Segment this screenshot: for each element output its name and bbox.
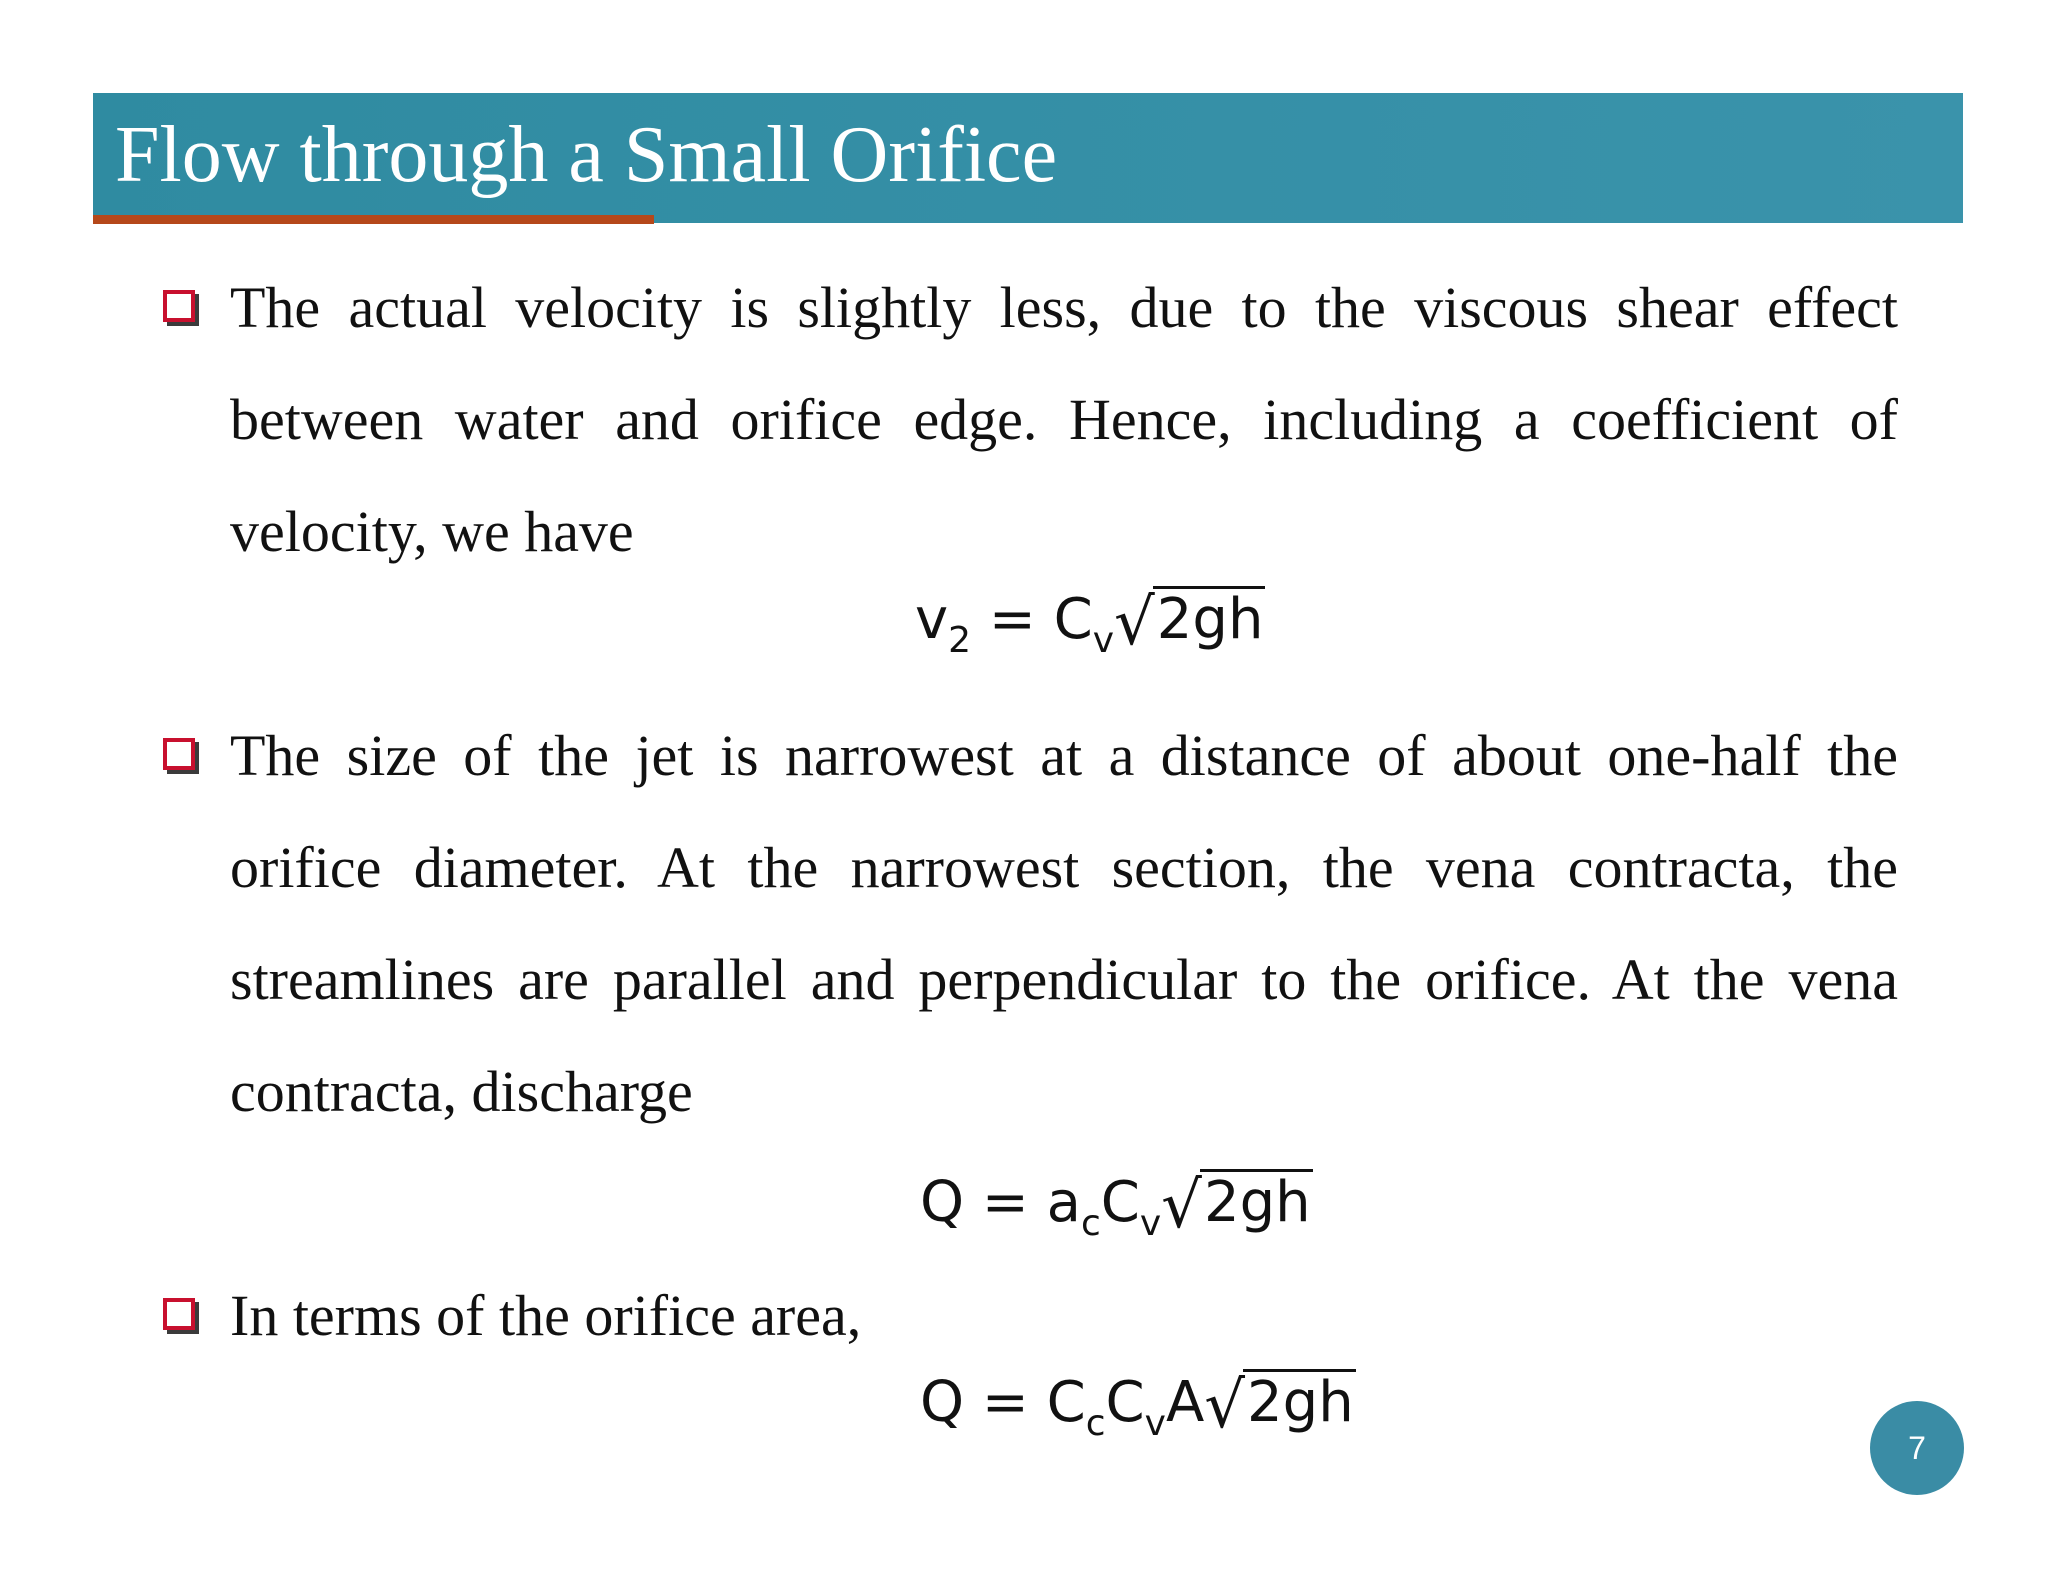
eq3-sqrt [1204,1368,1355,1441]
sqrt-icon: √ [1161,1169,1202,1243]
eq2-coef-a: a [1046,1170,1081,1235]
bullet-square-icon [163,1298,195,1330]
eq2-coef-c: C [1100,1170,1140,1235]
eq3-equals: = [981,1370,1029,1435]
title-bar [93,93,1963,223]
eq3-coef-cc-sub: c [1085,1403,1106,1444]
equation-discharge-area [920,1368,1356,1444]
eq1-lhs: v [915,587,949,652]
eq1-lhs-sub: 2 [948,620,972,661]
eq2-coef-c-sub: v [1139,1203,1162,1244]
equation-discharge-contracta [920,1168,1313,1244]
eq3-area: A [1165,1370,1205,1435]
bullet-text-3: In terms of the orifice area, [230,1283,862,1348]
eq2-radicand: 2gh [1200,1169,1313,1234]
sqrt-icon: √ [1114,586,1155,660]
bullet-square-icon [163,738,195,770]
eq2-sqrt [1161,1168,1312,1241]
eq3-coef-cc: C [1046,1370,1086,1435]
equation-velocity [915,585,1265,661]
eq1-equals: = [988,587,1036,652]
page-number-badge: 7 [1870,1401,1964,1495]
eq3-coef-cv-sub: v [1144,1403,1166,1444]
title-underline [93,215,654,224]
bullet-text-1: The actual velocity is slightly less, due to the viscous shear effect between water and orifice edge. Hence, including a coefficient of velocity, we have [230,275,1898,564]
eq1-coef: C [1053,587,1093,652]
eq2-lhs: Q [920,1170,965,1235]
eq1-coef-sub: v [1092,620,1115,661]
eq1-sqrt [1114,585,1265,658]
bullet-text-2: The size of the jet is narrowest at a distance of about one-half the orifice diameter. At the narrowest section, the vena contracta, the streamlines are parallel and perpendicular to the orifice. At the vena contracta, discharge [230,723,1898,1124]
eq2-coef-a-sub: c [1080,1203,1101,1244]
slide-title: Flow through a Small Orifice [115,111,1058,199]
eq1-radicand: 2gh [1153,586,1266,651]
bullet-square-icon [163,290,195,322]
eq3-coef-cv: C [1105,1370,1145,1435]
eq3-radicand: 2gh [1243,1369,1356,1434]
eq2-equals: = [981,1170,1029,1235]
eq3-lhs: Q [920,1370,965,1435]
sqrt-icon: √ [1204,1369,1246,1443]
